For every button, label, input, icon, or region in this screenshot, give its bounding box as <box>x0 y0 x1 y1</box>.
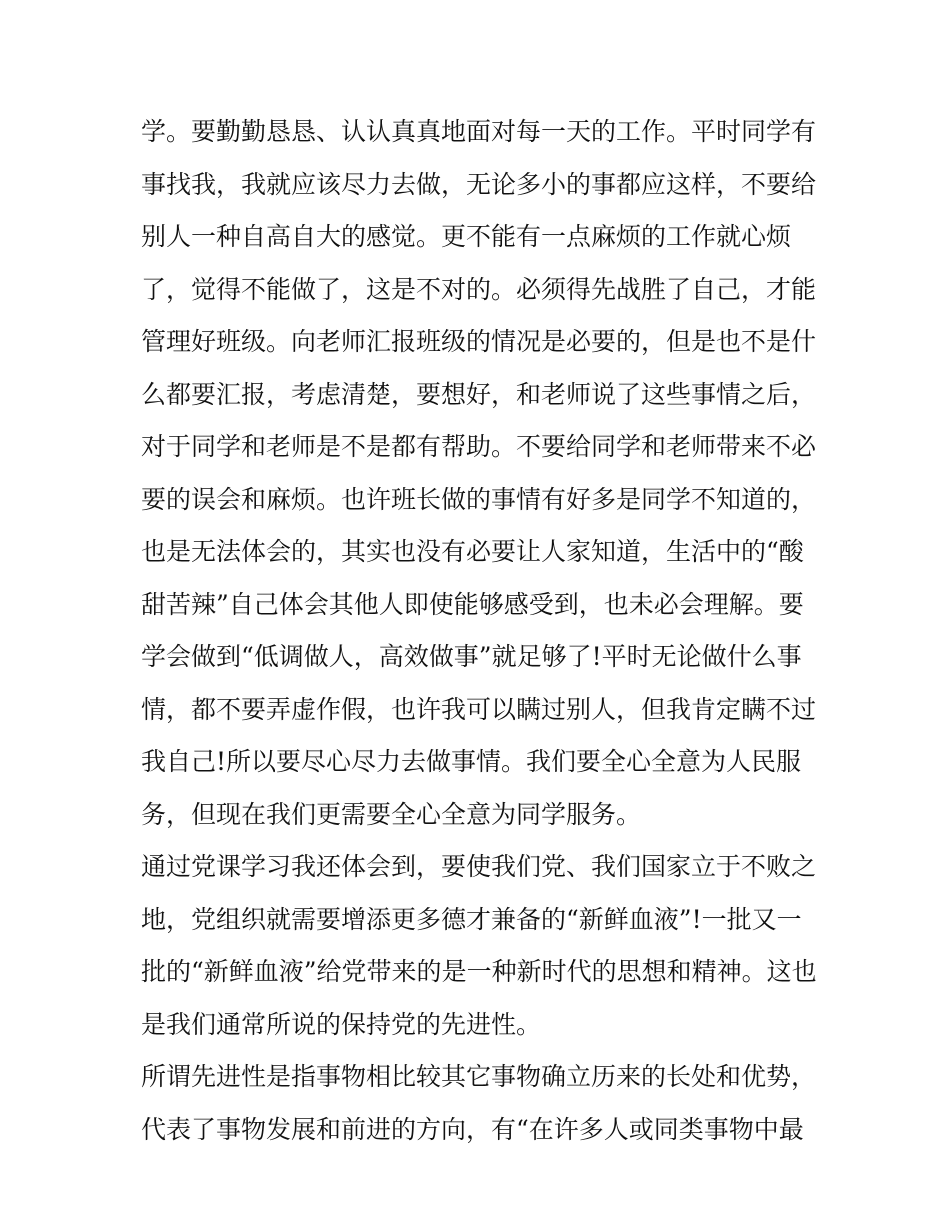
text-line: 学。要勤勤恳恳、认认真真地面对每一天的工作。平时同学有 <box>141 117 817 146</box>
text-line: 对于同学和老师是不是都有帮助。不要给同学和老师带来不必 <box>141 432 817 461</box>
text-line: 了，觉得不能做了，这是不对的。必须得先战胜了自己，才能 <box>141 274 817 304</box>
text-line: 事找我，我就应该尽力去做，无论多小的事都应这样，不要给 <box>141 169 817 199</box>
text-line: 甜苦辣”自己体会其他人即使能够感受到，也未必会理解。要 <box>141 589 804 619</box>
text-line: 我自己!所以要尽心尽力去做事情。我们要全心全意为人民服 <box>141 747 802 776</box>
text-line: 代表了事物发展和前进的方向，有“在许多人或同类事物中最 <box>141 1114 804 1144</box>
text-line: 要的误会和麻烦。也许班长做的事情有好多是同学不知道的， <box>141 484 817 514</box>
body-text <box>141 106 817 1156</box>
text-line: 别人一种自高自大的感觉。更不能有一点麻烦的工作就心烦 <box>141 222 792 251</box>
text-line: 批的“新鲜血液”给党带来的是一种新时代的思想和精神。这也 <box>141 957 817 986</box>
text-line: 也是无法体会的，其实也没有必要让人家知道，生活中的“酸 <box>141 537 804 566</box>
text-line: 通过党课学习我还体会到，要使我们党、我们国家立于不败之 <box>141 852 817 881</box>
text-line: 管理好班级。向老师汇报班级的情况是必要的，但是也不是什 <box>141 327 817 356</box>
text-line: 地，党组织就需要增添更多德才兼备的“新鲜血液”!一批又一 <box>141 904 802 934</box>
text-line: 么都要汇报，考虑清楚，要想好，和老师说了这些事情之后， <box>141 379 817 409</box>
text-line: 务，但现在我们更需要全心全意为同学服务。 <box>141 799 642 829</box>
text-line: 所谓先进性是指事物相比较其它事物确立历来的长处和优势， <box>141 1062 817 1091</box>
text-line: 学会做到“低调做人，高效做事”就足够了!平时无论做什么事 <box>141 642 802 671</box>
text-line: 是我们通常所说的保持党的先进性。 <box>141 1009 542 1039</box>
text-line: 情，都不要弄虚作假，也许我可以瞒过别人，但我肯定瞒不过 <box>141 694 817 724</box>
